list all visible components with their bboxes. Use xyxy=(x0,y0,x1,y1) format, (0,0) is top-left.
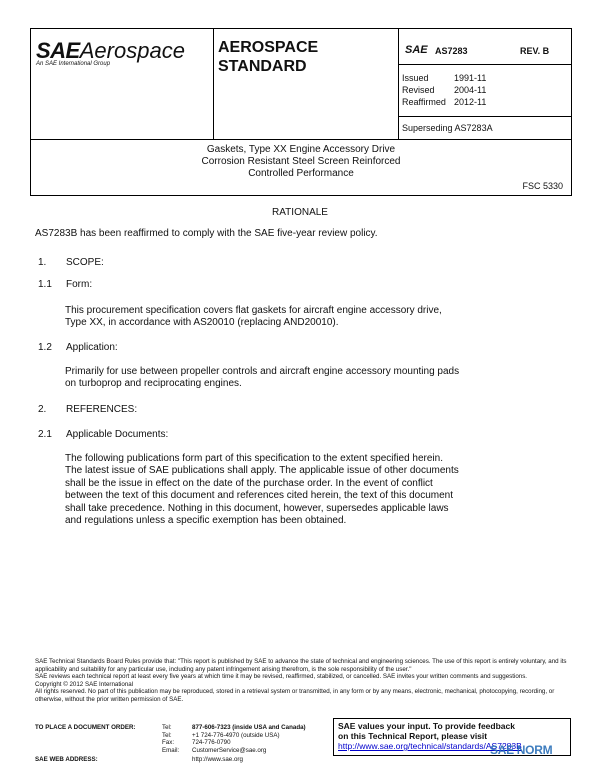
legal-review: SAE reviews each technical report at least every five years at which time it may be revised, reaffirmed, stabilized, or cancelled. SAE invites your written comments and suggestions. xyxy=(35,673,528,681)
rationale-text: AS7283B has been reaffirmed to comply with the SAE five-year review policy. xyxy=(35,228,378,239)
section-1-2-line2: on turboprop and reciprocating engines. xyxy=(65,378,242,390)
standard-title xyxy=(218,38,318,76)
revised-label: Revised xyxy=(402,85,435,95)
section-2-heading xyxy=(38,404,137,415)
feedback-line2: on this Technical Report, please visit xyxy=(338,731,488,741)
logo-subtitle: An SAE International Group xyxy=(36,61,111,67)
reaffirmed-value: 2012-11 xyxy=(454,97,487,107)
standard-title-line1: AEROSPACE xyxy=(218,39,319,56)
revised-value: 2004-11 xyxy=(454,85,487,95)
doc-number: AS7283 xyxy=(435,46,468,56)
tel2-label: Tel: xyxy=(162,731,172,739)
section-2-1-number: 2.1 xyxy=(38,429,52,440)
logo-aerospace: Aerospace xyxy=(79,38,185,63)
order-label: TO PLACE A DOCUMENT ORDER: xyxy=(35,724,136,731)
reaffirmed-label: Reaffirmed xyxy=(402,97,446,107)
section-1-title: SCOPE: xyxy=(66,257,104,268)
header-divider-2 xyxy=(398,28,399,140)
sae-mark: SAE xyxy=(405,44,428,56)
feedback-link[interactable]: http://www.sae.org/technical/standards/AS7283B xyxy=(338,741,522,751)
section-2-1-line2: The latest issue of SAE publications shall apply. The applicable issue of other documents xyxy=(65,465,459,477)
title-line2: Corrosion Resistant Steel Screen Reinforced xyxy=(201,156,401,167)
section-2-1-line6: and regulations unless a specific exemption has been obtained. xyxy=(65,515,347,527)
section-1-1-line1: This procurement specification covers flat gaskets for aircraft engine accessory drive, xyxy=(65,305,442,316)
section-1-1-paragraph xyxy=(65,305,515,330)
section-2-number: 2. xyxy=(38,404,47,415)
header-divider-1 xyxy=(213,28,214,140)
section-1-2-number: 1.2 xyxy=(38,342,52,353)
section-1-1-line2: Type XX, in accordance with AS20010 (replacing AND20010). xyxy=(65,317,339,329)
issued-value: 1991-11 xyxy=(454,73,487,83)
section-2-1-title: Applicable Documents: xyxy=(66,429,169,440)
section-2-1-line1: The following publications form part of this specification to the extent specified herein. xyxy=(65,453,443,464)
document-title xyxy=(30,144,572,180)
title-line1: Gaskets, Type XX Engine Accessory Drive xyxy=(206,144,396,155)
fax-label: Fax: xyxy=(162,739,175,747)
section-2-1-heading xyxy=(38,429,168,440)
email-label: Email: xyxy=(162,746,180,754)
doc-dates xyxy=(402,72,486,108)
fax-value: 724-776-0790 xyxy=(192,739,231,747)
logo-sae: SAE xyxy=(36,38,80,63)
issued-label: Issued xyxy=(402,73,429,83)
section-1-1-heading xyxy=(38,279,92,290)
title-line3: Controlled Performance xyxy=(248,168,354,179)
rationale-heading: RATIONALE xyxy=(272,207,328,218)
section-1-2-paragraph xyxy=(65,366,525,391)
tel-label: Tel: xyxy=(162,724,172,731)
section-1-2-line1: Primarily for use between propeller controls and aircraft engine accessory mounting pads xyxy=(65,366,460,377)
tel-value: 877-606-7323 (inside USA and Canada) xyxy=(192,724,306,731)
feedback-line1: SAE values your input. To provide feedback xyxy=(338,721,515,731)
email-value[interactable]: CustomerService@sae.org xyxy=(192,746,267,754)
header-rule-2 xyxy=(398,116,572,117)
section-1-number: 1. xyxy=(38,257,47,268)
section-1-1-number: 1.1 xyxy=(38,279,52,290)
legal-rules: SAE Technical Standards Board Rules provide that: "This report is published by SAE to advance the state of technical and engineering sciences. The use of this report is entirely voluntary, and its applicability and suitability for any particular use, including any patent infringement arising therefrom, is the sole responsibility of the user." xyxy=(35,658,567,673)
section-1-heading xyxy=(38,257,104,268)
header-rule-1 xyxy=(398,64,572,65)
copyright: Copyright © 2012 SAE International xyxy=(35,680,134,688)
standard-title-line2: STANDARD xyxy=(218,58,307,75)
superseding: Superseding AS7283A xyxy=(402,123,493,133)
section-1-1-title: Form: xyxy=(66,279,93,290)
legal-rights: All rights reserved. No part of this publication may be reproduced, stored in a retrieval system or transmitted, in any form or by any means, electronic, mechanical, photocopying, recording, or otherwise, without the prior written permission of SAE. xyxy=(35,688,555,703)
revision: REV. B xyxy=(520,46,550,56)
web-label: SAE WEB ADDRESS: xyxy=(35,756,98,763)
sae-norm-watermark: SAE NORM xyxy=(490,743,553,757)
section-1-2-heading xyxy=(38,342,118,353)
tel2-value: +1 724-776-4970 (outside USA) xyxy=(192,731,280,739)
fsc-code: FSC 5330 xyxy=(522,181,563,191)
web-value[interactable]: http://www.sae.org xyxy=(192,756,243,763)
section-2-1-line4: between the text of this document and references cited herein, the text of this document xyxy=(65,490,454,502)
footer-legal xyxy=(35,658,570,704)
section-2-1-line5: shall take precedence. Nothing in this document, however, supersedes applicable laws xyxy=(65,502,449,514)
section-2-1-paragraph xyxy=(65,453,525,527)
section-1-2-title: Application: xyxy=(66,342,118,353)
section-2-1-line3: shall be the issue in effect on the date of the purchase order. In the event of conflict xyxy=(65,477,433,489)
section-2-title: REFERENCES: xyxy=(66,404,138,415)
